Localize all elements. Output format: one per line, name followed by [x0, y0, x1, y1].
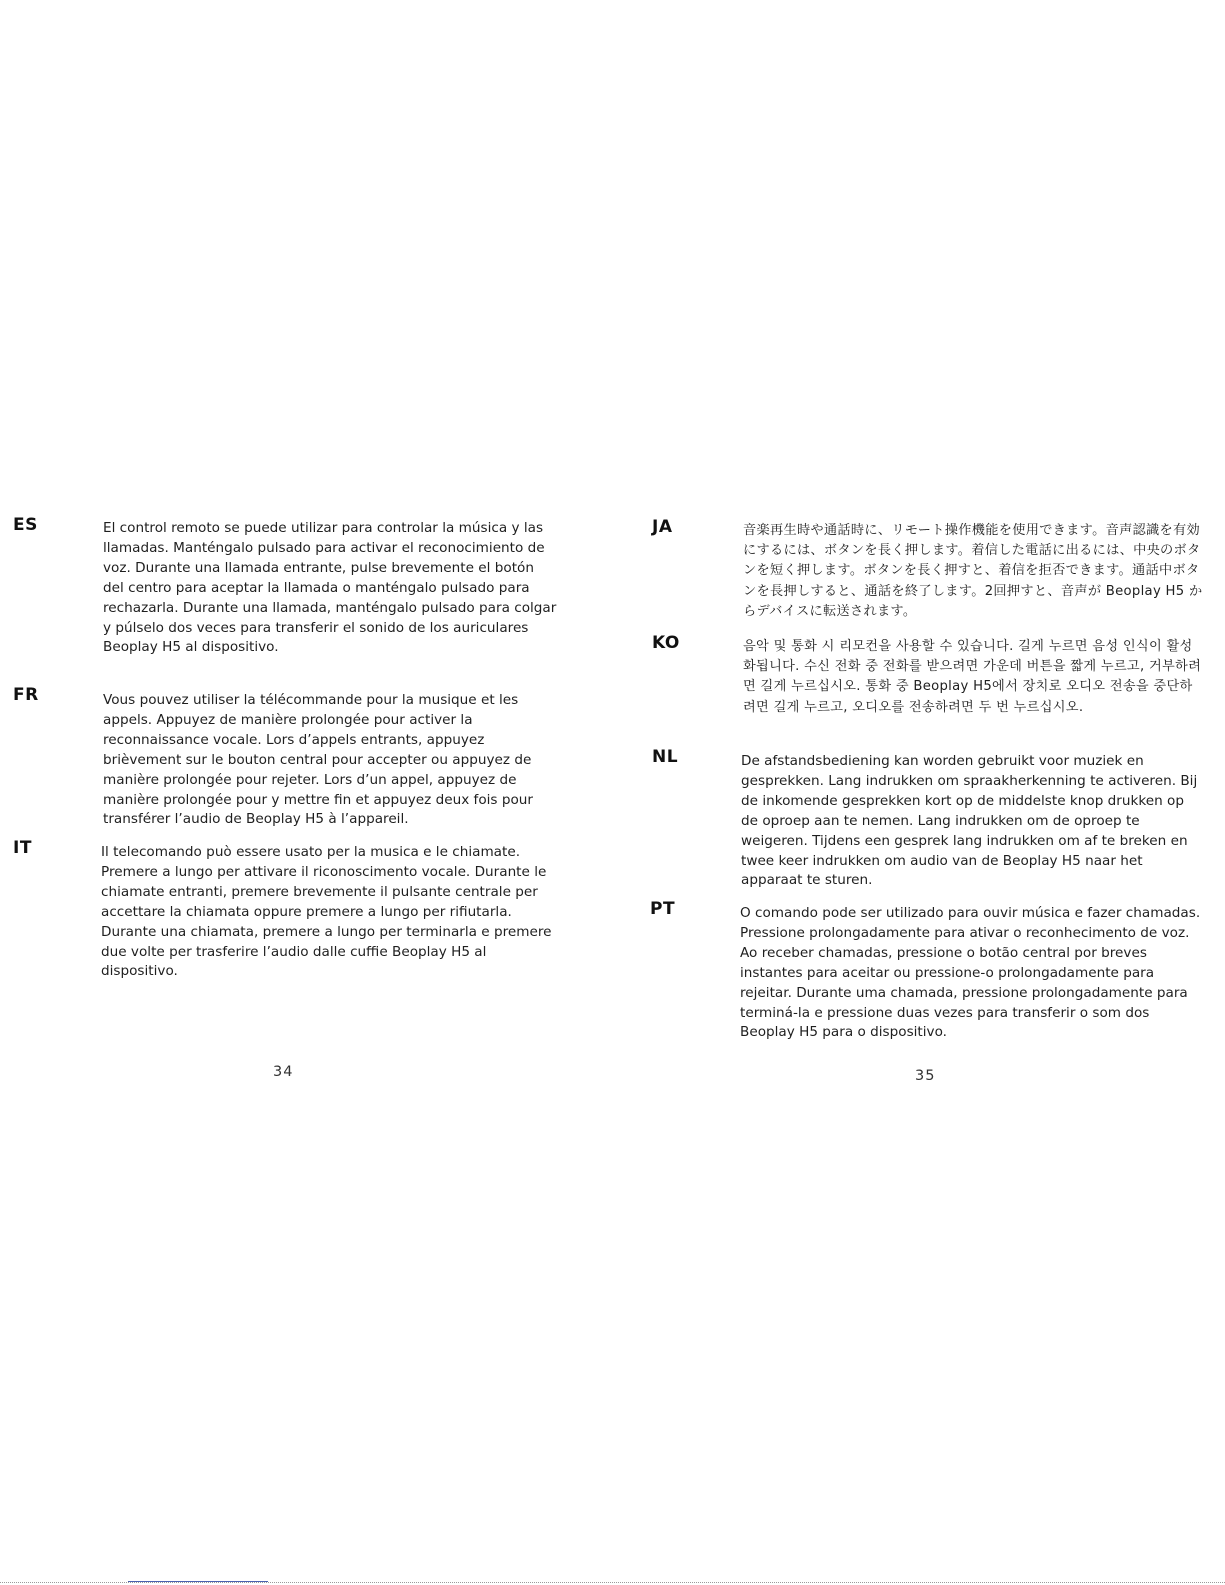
page-edge-accent	[128, 1581, 268, 1582]
section-text-es: El control remoto se puede utilizar para controlar la música y las llamadas. Manténgalo pulsado para activar el reconocimiento de voz. Durante una llamada entrante, pulse brevemente el botón del centro para aceptar la llamada o manténgalo pulsado para rechazarla. Durante una llamada, manténgalo pulsado para colgar y púlselo dos veces para transferir el sonido de los auriculares Beoplay H5 al dispositivo.	[103, 520, 557, 656]
lang-code-ja: JA	[652, 517, 673, 537]
lang-code-es: ES	[13, 515, 38, 535]
right-page	[612, 0, 1225, 1585]
lang-code-fr: FR	[13, 685, 39, 705]
lang-code-pt: PT	[650, 899, 676, 919]
section-text-fr: Vous pouvez utiliser la télécommande pour la musique et les appels. Appuyez de manière prolongée pour activer la reconnaissance vocale. Lors d’appels entrants, appuyez brièvement sur le bouton central pour accepter ou appuyez de manière prolongée pour rejeter. Lors d’un appel, appuyez de manière prolongée pour y mettre fin et appuyez deux fois pour transférer l’audio de Beoplay H5 à l’appareil.	[103, 692, 533, 828]
page-number-left: 34	[273, 1064, 294, 1080]
lang-code-nl: NL	[652, 747, 679, 767]
lang-code-ko: KO	[652, 633, 680, 653]
page-edge-divider	[0, 1582, 1225, 1583]
section-text-pt: O comando pode ser utilizado para ouvir música e fazer chamadas. Pressione prolongadamente para ativar o reconhecimento de voz. Ao receber chamadas, pressione o botão central por breves instantes para aceitar ou pressione-o prolongadamente para rejeitar. Durante uma chamada, pressione prolongadamente para terminá-la e pressione duas vezes para transferir o som dos Beoplay H5 para o dispositivo.	[740, 905, 1201, 1041]
lang-code-it: IT	[13, 838, 32, 858]
section-text-nl: De afstandsbediening kan worden gebruikt voor muziek en gesprekken. Lang indrukken om spraakherkenning te activeren. Bij de inkomende gesprekken kort op de middelste knop drukken op de oproep aan te nemen. Lang indrukken om de oproep te weigeren. Tijdens een gesprek lang indrukken om af te breken en twee keer indrukken om audio van de Beoplay H5 naar het apparaat te sturen.	[741, 753, 1198, 889]
section-text-it: Il telecomando può essere usato per la musica e le chiamate. Premere a lungo per attivare il riconoscimento vocale. Durante le chiamate entranti, premere brevemente il pulsante centrale per accettare la chiamata oppure premere a lungo per rifiutarla. Durante una chiamata, premere a lungo per terminarla e premere due volte per trasferire l’audio dalle cuffie Beoplay H5 al dispositivo.	[101, 844, 552, 980]
page-number-right: 35	[915, 1068, 936, 1084]
left-page	[0, 0, 612, 1585]
section-text-ko: 음악 및 통화 시 리모컨을 사용할 수 있습니다. 길게 누르면 음성 인식이 활성화됩니다. 수신 전화 중 전화를 받으려면 가운데 버튼을 짧게 누르고, 거부하려면 길게 누르십시오. 통화 중 Beoplay H5에서 장치로 오디오 전송을 중단하려면 길게 누르고, 오디오를 전송하려면 두 번 누르십시오.	[743, 639, 1202, 715]
section-text-ja: 音楽再生時や通話時に、リモート操作機能を使用できます。音声認識を有効にするには、ボタンを長く押します。着信した電話に出るには、中央のボタンを短く押します。ボタンを長く押すと、着信を拒否できます。通話中ボタンを長押しすると、通話を終了します。2回押すと、音声が Beoplay H5 からデバイスに転送されます。	[743, 523, 1203, 619]
